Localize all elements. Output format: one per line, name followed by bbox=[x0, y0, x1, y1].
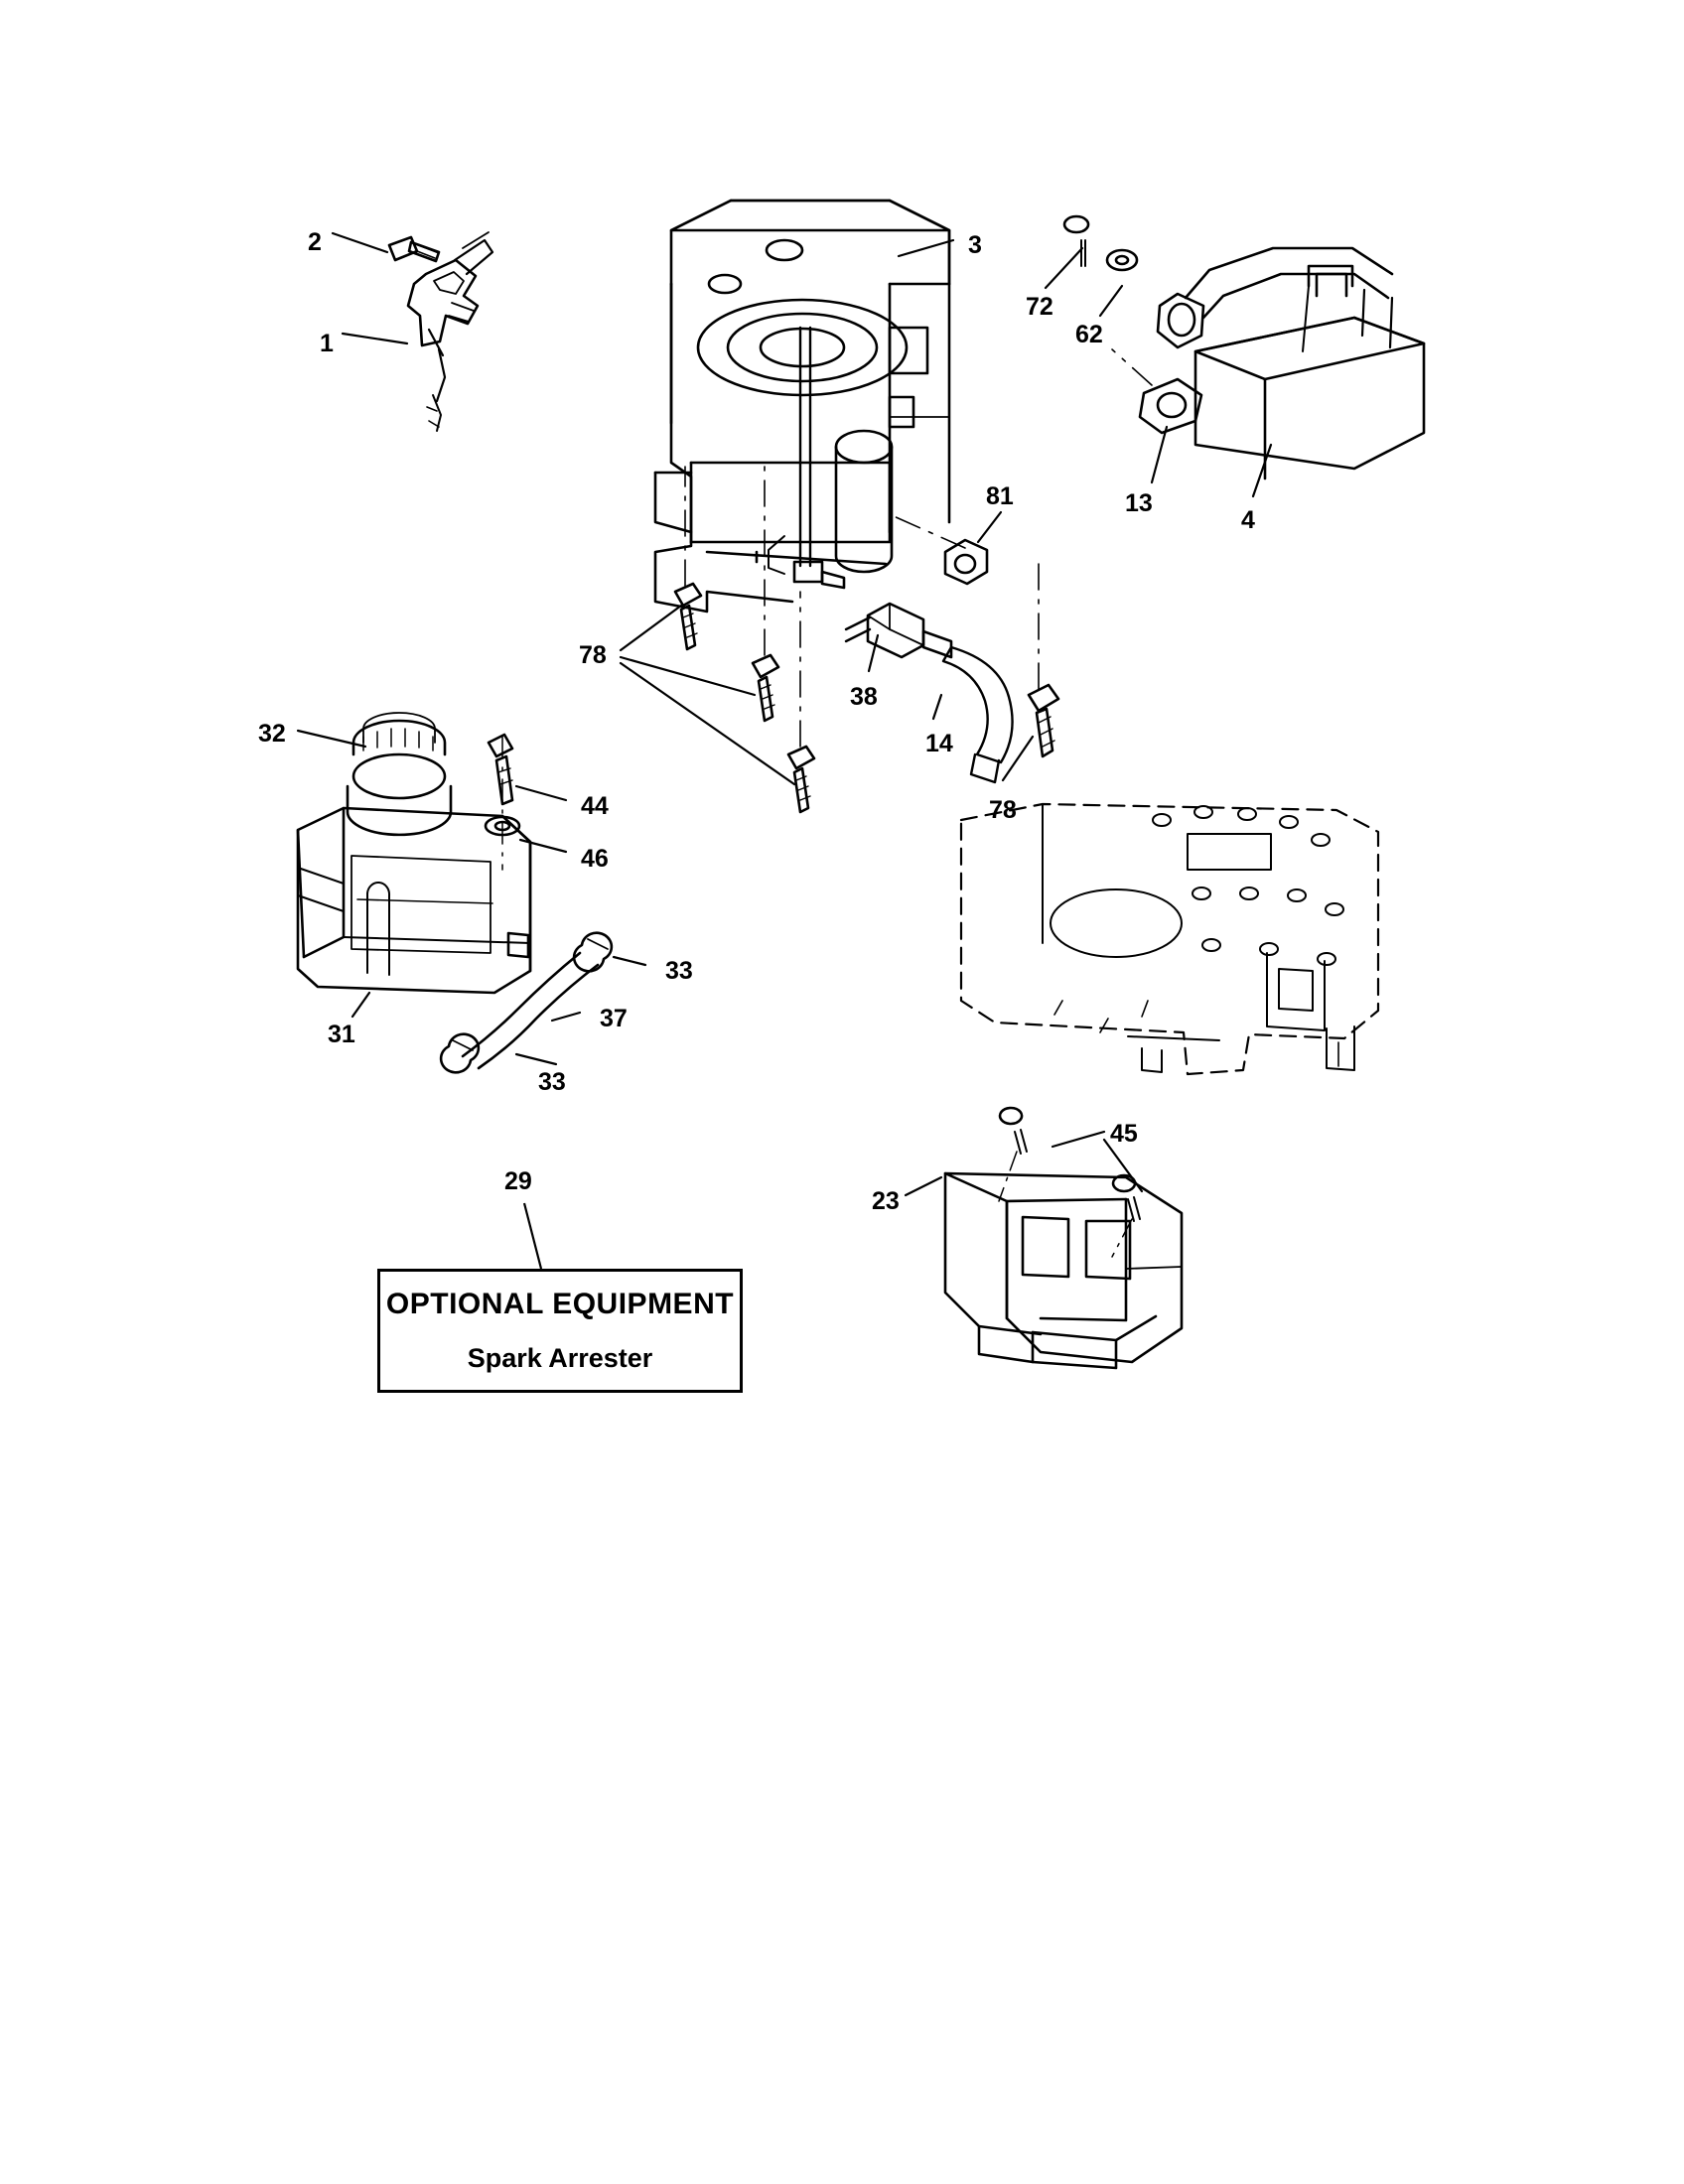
fuel-tank-assembly bbox=[298, 713, 566, 1017]
fuel-hose-37 bbox=[441, 933, 645, 1073]
callout-13: 13 bbox=[1125, 489, 1153, 517]
nut-81 bbox=[945, 512, 1001, 584]
callout-1: 1 bbox=[320, 330, 334, 357]
callout-78-upper: 78 bbox=[579, 641, 607, 669]
callout-29: 29 bbox=[504, 1167, 532, 1195]
callout-38: 38 bbox=[850, 683, 878, 711]
callout-62: 62 bbox=[1075, 321, 1103, 348]
bracket-23 bbox=[906, 1108, 1182, 1368]
engine-block bbox=[655, 201, 953, 612]
callout-32: 32 bbox=[258, 720, 286, 748]
callout-23: 23 bbox=[872, 1187, 900, 1215]
callout-81: 81 bbox=[986, 482, 1014, 510]
callout-33-lower: 33 bbox=[538, 1068, 566, 1096]
callout-78-lower: 78 bbox=[989, 796, 1017, 824]
callout-45: 45 bbox=[1110, 1120, 1138, 1148]
callout-3: 3 bbox=[968, 231, 982, 259]
callout-44: 44 bbox=[581, 792, 609, 820]
callout-46: 46 bbox=[581, 845, 609, 873]
callout-31: 31 bbox=[328, 1021, 355, 1048]
chassis-plate-detail bbox=[1043, 804, 1354, 1072]
optional-equipment-box bbox=[377, 1269, 743, 1393]
optional-equipment-title: OPTIONAL EQUIPMENT bbox=[385, 1288, 735, 1320]
screws-78 bbox=[621, 349, 1152, 812]
muffler-assembly bbox=[1046, 216, 1424, 496]
callout-2: 2 bbox=[308, 228, 322, 256]
throttle-control-assembly bbox=[333, 232, 492, 431]
callout-14: 14 bbox=[925, 730, 953, 757]
callout-33-upper: 33 bbox=[665, 957, 693, 985]
callout-72: 72 bbox=[1026, 293, 1053, 321]
optional-equipment-subtitle: Spark Arrester bbox=[467, 1343, 653, 1373]
callout-37: 37 bbox=[600, 1005, 628, 1032]
callout-4: 4 bbox=[1241, 506, 1255, 534]
